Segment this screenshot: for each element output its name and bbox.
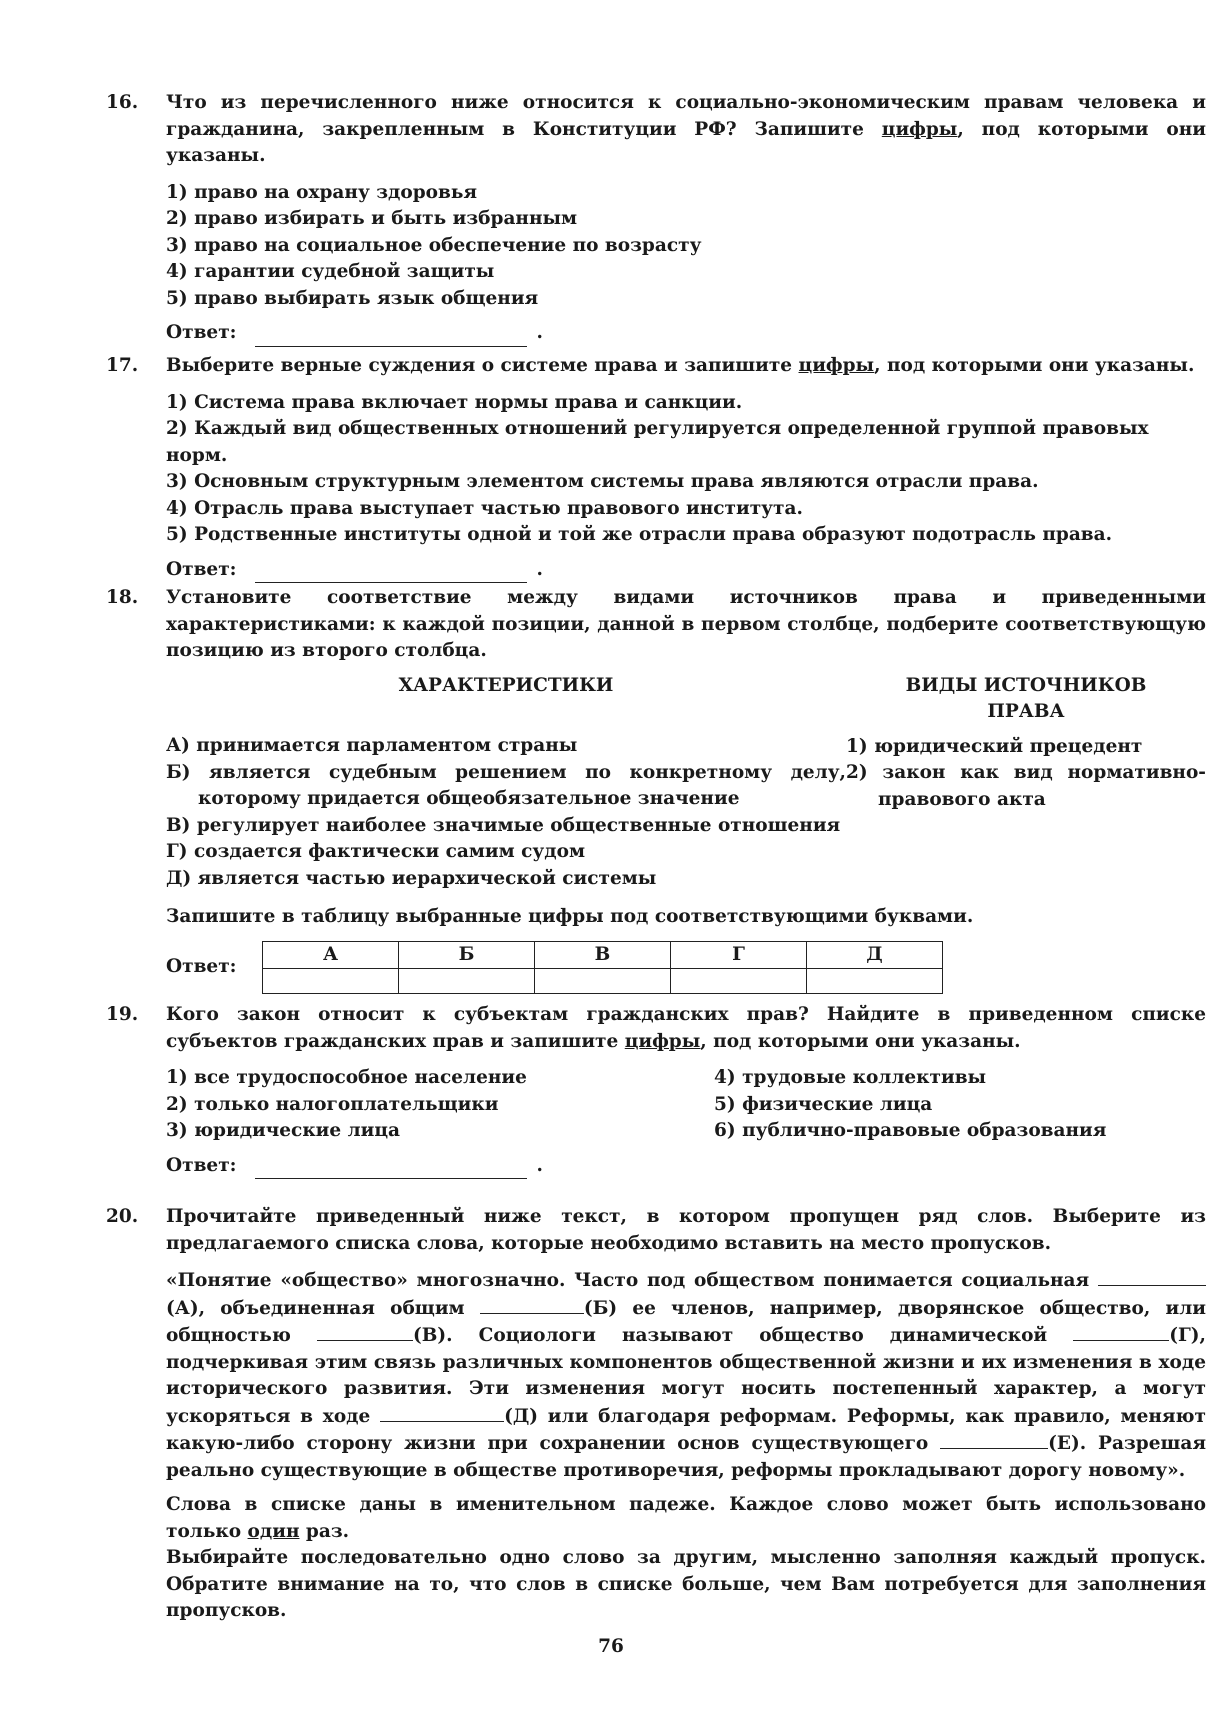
- table-header-b: Б: [399, 941, 535, 969]
- source-item: 1) юридический прецедент: [846, 735, 1143, 757]
- task-number: 18.: [106, 587, 139, 608]
- task-body: [166, 1002, 1206, 1179]
- answer-label: Ответ:: [166, 956, 237, 977]
- characteristic-item: Г) создается фактически самим судом: [166, 841, 586, 862]
- left-column-heading: ХАРАКТЕРИСТИКИ: [398, 674, 614, 696]
- option-item: 5) Родственные институты одной и той же отрасли права образуют подотрасль права.: [166, 524, 1113, 545]
- task-question: Прочитайте приведенный ниже текст, в котором пропущен ряд слов. Выберите из предлагаемого списка слова, которые необходимо вставить на место пропусков.: [166, 1206, 1206, 1254]
- task-number: 19.: [106, 1004, 139, 1025]
- option-item: 4) гарантии судебной защиты: [166, 261, 495, 282]
- option-item: 6) публично-правовые образования: [714, 1120, 1107, 1141]
- table-cell-g[interactable]: [671, 969, 807, 994]
- gap-d[interactable]: [380, 1403, 504, 1422]
- characteristic-item: А) принимается парламентом страны: [166, 735, 578, 756]
- answer-end: .: [536, 1154, 543, 1176]
- table-cell-v[interactable]: [535, 969, 671, 994]
- answer-label: Ответ:: [166, 1154, 237, 1176]
- task-body: [166, 1204, 1206, 1625]
- characteristic-item: В) регулирует наиболее значимые общественные отношения: [166, 814, 841, 836]
- characteristic-item: Б) является судебным решением по конкретному делу, которому придается общеобязательное значение: [166, 761, 846, 809]
- table-header-d: Д: [807, 941, 943, 969]
- gap-g[interactable]: [1073, 1322, 1169, 1341]
- options-list: [166, 180, 1206, 313]
- answer-row: [166, 1153, 1206, 1180]
- table-header-a: А: [263, 941, 399, 969]
- task-question: Кого закон относит к субъектам гражданских прав? Найдите в приведенном списке субъектов гражданских прав и запишите цифры, под которыми они указаны.: [166, 1004, 1206, 1052]
- answer-row: [166, 320, 1206, 347]
- answer-row: [166, 557, 1206, 584]
- answer-field[interactable]: [255, 562, 527, 583]
- table-header-v: В: [535, 941, 671, 969]
- task-number: 20.: [106, 1206, 139, 1227]
- gap-b[interactable]: [480, 1295, 584, 1314]
- source-item: 2) закон как вид нормативно-правового акта: [846, 762, 1206, 810]
- option-item: 2) право избирать и быть избранным: [166, 208, 578, 229]
- task-question: Установите соответствие между видами источников права и приведенными характеристиками: к каждой позиции, данной в первом столбце, подберите соответствующую позицию из второго столбца.: [166, 587, 1206, 661]
- option-item: 5) право выбирать язык общения: [166, 287, 539, 309]
- option-item: 1) Система права включает нормы права и санкции.: [166, 391, 743, 413]
- task-number: 16.: [106, 92, 139, 113]
- page-number: 76: [598, 1636, 624, 1657]
- option-item: 4) Отрасль права выступает частью правового института.: [166, 497, 803, 519]
- answer-field[interactable]: [255, 326, 527, 347]
- option-item: 1) право на охрану здоровья: [166, 181, 478, 203]
- task-number: 17.: [106, 355, 139, 376]
- gap-text: «Понятие «общество» многозначно. Часто под обществом понимается социальная (А), объединенная общим (Б) ее членов, например, дворянское общество, или общностью (В). Социологи называют общество динамической (Г), подчеркивая этим связь различных компонентов общественной жизни и их изменения в ходе исторического развития. Эти изменения могут носить постепенный характер, а могут ускоряться в ходе (Д) или благодаря реформам. Реформы, как правило, меняют какую-либо сторону жизни при сохранении основ существующего (Е). Разрешая реально существующие в обществе противоречия, реформы прокладывают дорогу новому».: [166, 1267, 1206, 1484]
- table-cell-b[interactable]: [399, 969, 535, 994]
- answer-table-row: [166, 941, 1206, 995]
- option-item: 5) физические лица: [714, 1093, 933, 1115]
- answer-table: [262, 941, 943, 995]
- answer-label: Ответ:: [166, 322, 237, 343]
- answer-end: .: [536, 558, 543, 580]
- options-list: [166, 390, 1206, 549]
- sources-column: [846, 673, 1206, 893]
- task-body: [166, 585, 1206, 994]
- table-cell-a[interactable]: [263, 969, 399, 994]
- option-item: 2) Каждый вид общественных отношений регулируется определенной группой правовых норм.: [166, 418, 1149, 466]
- options-grid: [166, 1065, 1206, 1145]
- matching-columns: [166, 673, 1206, 893]
- option-item: 3) Основным структурным элементом системы права являются отрасли права.: [166, 471, 1039, 492]
- option-item: 3) право на социальное обеспечение по возрасту: [166, 234, 702, 256]
- note-sequence: Выбирайте последовательно одно слово за другим, мысленно заполняя каждый пропуск. Обратите внимание на то, что слов в списке больше, чем Вам потребуется для заполнения пропусков.: [166, 1547, 1206, 1621]
- answer-field[interactable]: [255, 1158, 527, 1179]
- task-body: [166, 90, 1206, 347]
- gap-v[interactable]: [317, 1322, 413, 1341]
- option-item: 4) трудовые коллективы: [714, 1067, 987, 1088]
- characteristic-item: Д) является частью иерархической системы: [166, 867, 657, 889]
- gap-e[interactable]: [940, 1430, 1048, 1449]
- answer-end: .: [536, 322, 543, 343]
- note-nominative: Слова в списке даны в именительном падеже. Каждое слово может быть использовано только один раз.: [166, 1494, 1206, 1542]
- characteristics-column: [166, 673, 846, 893]
- table-cell-d[interactable]: [807, 969, 943, 994]
- task-question: Что из перечисленного ниже относится к социально-экономическим правам человека и гражданина, закрепленным в Конституции РФ? Запишите цифры, под которыми они указаны.: [166, 92, 1206, 166]
- right-column-heading: ВИДЫ ИСТОЧНИКОВ ПРАВА: [905, 674, 1147, 722]
- gap-a[interactable]: [1098, 1267, 1206, 1286]
- option-item: 3) юридические лица: [166, 1120, 401, 1141]
- option-item: 2) только налогоплательщики: [166, 1093, 499, 1115]
- task-question: Выберите верные суждения о системе права и запишите цифры, под которыми они указаны.: [166, 355, 1195, 376]
- table-header-g: Г: [671, 941, 807, 969]
- option-item: 1) все трудоспособное население: [166, 1067, 527, 1088]
- task-body: [166, 353, 1206, 583]
- answer-label: Ответ:: [166, 558, 237, 580]
- table-instruction: Запишите в таблицу выбранные цифры под соответствующими буквами.: [166, 906, 974, 927]
